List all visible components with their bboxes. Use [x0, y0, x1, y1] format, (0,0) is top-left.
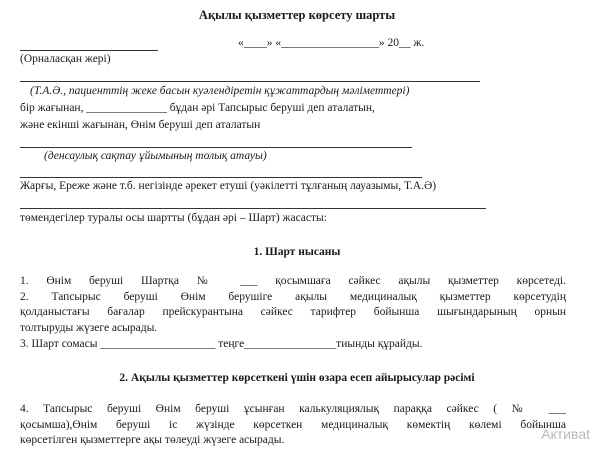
clause-2-line-3: толтыруды жүзеге асырады. — [20, 322, 158, 334]
date-line: «____» «_________________» 20__ ж. — [238, 37, 425, 49]
activation-watermark: Активаt — [541, 425, 590, 442]
clause-4-line-1: 4. Тапсырыс беруші Өнім беруші ұсынған калькуляциялық параққа сәйкес ( № ___ — [20, 403, 566, 415]
clause-4-line-3: көрсетілген қызметтерге ақы төлеуді жүзеге асырады. — [20, 434, 285, 446]
org-blank-line — [20, 147, 412, 148]
place-blank-line — [20, 50, 158, 51]
clause-2-line-2: қолданыстағы бағалар прейскурантына сәйкес тарифтер бойынша шығындарының орнын — [20, 306, 566, 318]
document-title: Ақылы қызметтер көрсету шарты — [198, 8, 396, 22]
clause-3: 3. Шарт сомасы ____________________ теңге________________тиынды құрайды. — [20, 338, 423, 350]
one-side-line: бір жағынан, ______________ бұдан әрі Тапсырыс беруші деп аталатын, — [20, 102, 375, 114]
acting-basis: Жарғы, Ереже және т.б. негізінде әрекет етуші (уәкілетті тұлғаның лауазымы, Т.А.Ә) — [20, 180, 437, 192]
clause-4-line-2: қосымша),Өнім беруші іс жүзінде көрсеткен медициналық көмектің көлемі бойынша — [20, 419, 566, 431]
clause-2-line-1: 2. Тапсырыс беруші Өнім берушіге ақылы медициналық қызметтер көрсетудің — [20, 291, 566, 303]
place-label: (Орналасқан жері) — [20, 53, 111, 65]
other-side-line: және екінші жағынан, Өнім беруші деп аталатын — [20, 119, 261, 131]
conclude-line: төмендегілер туралы осы шартты (бұдан әрі – Шарт) жасасты: — [20, 212, 327, 224]
org-note: (денсаулық сақтау ұйымының толық атауы) — [44, 150, 267, 162]
basis-blank-line — [20, 177, 422, 178]
representative-blank-line — [20, 208, 486, 209]
clause-1: 1. Өнім беруші Шартқа № ___ қосымшаға сәйкес ақылы қызметтер көрсетеді. — [20, 275, 566, 287]
patient-blank-line — [20, 81, 480, 82]
patient-note: (Т.А.Ә., пациенттің жеке басын куәлендіретін құжаттардың мәліметтері) — [30, 85, 410, 97]
section-2-title: 2. Ақылы қызметтер көрсеткені үшін өзара есеп айырысулар рәсімі — [119, 372, 475, 384]
section-1-title: 1. Шарт нысаны — [253, 246, 341, 258]
